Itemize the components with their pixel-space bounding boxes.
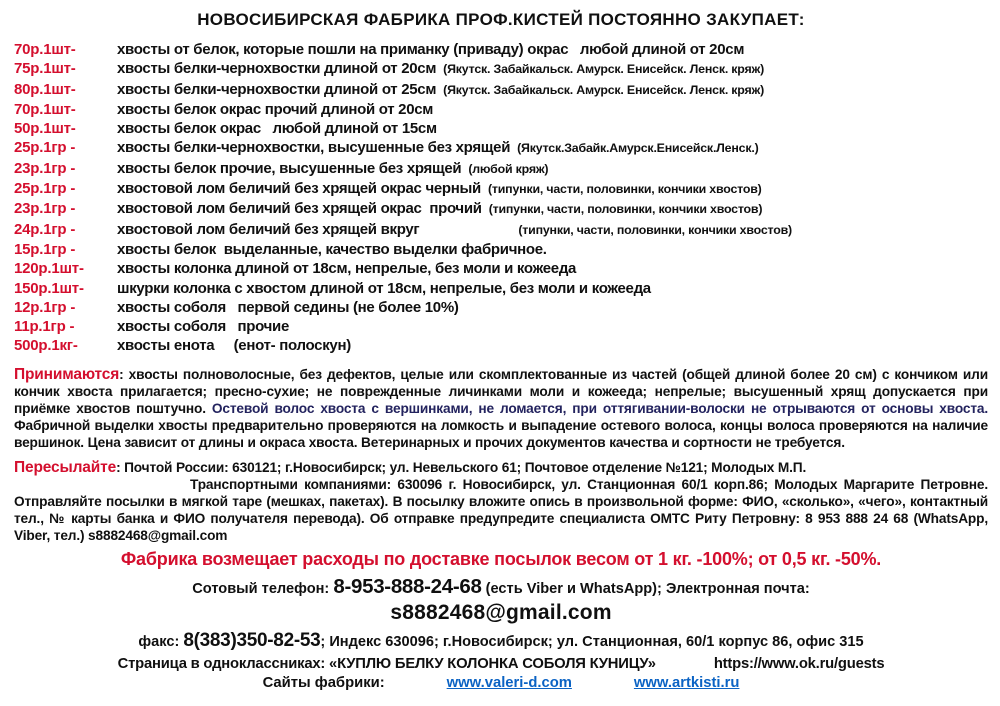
price-list-item: [14, 40, 988, 59]
price-list-item: [14, 259, 988, 278]
fax-line: [14, 630, 988, 652]
page-title: НОВОСИБИРСКАЯ ФАБРИКА ПРОФ.КИСТЕЙ ПОСТОЯННО ЗАКУПАЕТ:: [197, 10, 805, 29]
item-price: 120р.1шт-: [14, 260, 84, 278]
accepted-text-1: : хвосты полноволосные, без дефектов, целые или скомплектованные из частей (общей длиной более 20 см) с кончиком или кончик хвоста прилагается; пресно-сухие; не поврежденные личинками моли и кожееда; непрелые; высушенный хрящ допускается при приёмке хвостов поштучно.: [14, 366, 988, 416]
item-price: 75р.1шт-: [14, 60, 76, 78]
price-list-item: [14, 80, 988, 100]
item-price: 500р.1кг-: [14, 337, 78, 355]
mobile-phone-number: 8-953-888-24-68: [333, 574, 482, 598]
price-list-item: [14, 279, 988, 298]
price-list-item: [14, 336, 988, 355]
item-note: (типунки, части, половинки, кончики хвостов): [487, 182, 762, 197]
factory-sites-label: Сайты фабрики:: [262, 674, 385, 691]
odnoklassniki-line: [14, 656, 988, 672]
price-list-item: [14, 179, 988, 199]
shipping-paragraph-2: Транспортными компаниями: 630096 г. Новосибирск, ул. Станционная 60/1 корп.86; Молодых Маргарите Петровне. Отправляйте посылки в мягкой таре (мешках, пакетах). В посылку вложите опись в произвольной форме: ФИО, «сколько», «чего», контактный тел., № карты банка и ФИО получателя перевода). Об отправке предупредите специалиста ОМТС Риту Петровну: 8 953 888 24 68 (WhatsApp, Viber, тел.) s8882468@gmail.com: [14, 476, 988, 543]
item-description: хвосты енота (енот- полоскун): [117, 337, 351, 355]
item-description: хвостовой лом беличий без хрящей окрас черный: [117, 180, 481, 198]
item-price: 12р.1гр -: [14, 298, 76, 316]
price-list-item: [14, 59, 988, 79]
item-note: (Якутск. Забайкальск. Амурск. Енисейск. Ленск. кряж): [443, 82, 765, 97]
item-note: (Якутск. Забайкальск. Амурск. Енисейск. Ленск. кряж): [443, 62, 765, 77]
item-price: 50р.1шт-: [14, 120, 76, 138]
item-price: 150р.1шт-: [14, 279, 84, 297]
item-price: 25р.1гр -: [14, 139, 76, 157]
price-list-item: [14, 119, 988, 138]
price-list-item: [14, 240, 988, 259]
item-price: 70р.1шт-: [14, 41, 76, 58]
item-price: 11р.1гр -: [14, 318, 75, 336]
mobile-phone-label: Сотовый телефон:: [192, 580, 334, 597]
item-description: хвосты белок прочие, высушенные без хрящей: [117, 159, 462, 177]
fax-label: факс:: [138, 633, 184, 650]
item-price: 80р.1шт-: [14, 80, 76, 98]
shipping-post-address: : Почтой России: 630121; г.Новосибирск; ул. Невельского 61; Почтовое отделение №121; Молодых М.П.: [116, 459, 807, 475]
price-list-item: [14, 317, 988, 336]
price-list-item: [14, 220, 988, 240]
price-list-item: [14, 199, 988, 219]
item-description: хвосты белки-чернохвостки длиной от 20см: [117, 60, 437, 78]
item-note: (типунки, части, половинки, кончики хвостов): [488, 202, 763, 217]
accepted-label: Принимаются: [14, 365, 120, 383]
price-list-item: [14, 298, 988, 317]
price-list: [14, 40, 988, 356]
site-link-valeri-d[interactable]: www.valeri-d.com: [446, 674, 572, 691]
site-link-artkisti[interactable]: www.artkisti.ru: [633, 674, 740, 691]
item-description: хвосты соболя первой седины (не более 10%): [117, 298, 459, 316]
shipping-section: [14, 459, 988, 544]
item-price: 70р.1шт-: [14, 100, 76, 118]
item-note: (типунки, части, половинки, кончики хвостов): [518, 222, 792, 237]
item-description: хвосты белок выделанные, качество выделки фабричное.: [117, 240, 547, 258]
mobile-phone-suffix: (есть Viber и WhatsApp); Электронная почта:: [481, 580, 810, 597]
item-note: (Якутск.Забайк.Амурск.Енисейск.Ленск.): [517, 141, 759, 156]
item-price: 24р.1гр -: [14, 220, 76, 238]
item-price: 23р.1гр -: [14, 159, 76, 177]
shipping-label: Пересылайте: [14, 458, 117, 476]
item-price: 15р.1гр -: [14, 240, 76, 258]
item-description: хвосты белок окрас любой длиной от 15см: [117, 120, 437, 138]
email-address: s8882468@gmail.com: [390, 600, 612, 624]
odnoklassniki-url: https://www.ok.ru/guests: [713, 655, 885, 672]
mobile-phone-line: [14, 575, 988, 599]
item-description: хвосты колонка длиной от 18см, непрелые, без моли и кожееда: [117, 260, 577, 278]
price-list-item: [14, 159, 988, 179]
item-price: 23р.1гр -: [14, 200, 76, 218]
odnoklassniki-label: Страница в одноклассниках: «КУПЛЮ БЕЛКУ КОЛОНКА СОБОЛЯ КУНИЦУ»: [117, 655, 656, 672]
item-description: хвосты от белок, которые пошли на приманку (приваду) окрас любой длиной от 20см: [117, 41, 745, 58]
item-description: хвосты белок окрас прочий длиной от 20см: [117, 100, 434, 118]
item-description: шкурки колонка с хвостом длиной от 18см, непрелые, без моли и кожееда: [117, 279, 651, 297]
item-description: хвостовой лом беличий без хрящей окрас прочий: [117, 200, 482, 218]
item-price: 25р.1гр -: [14, 180, 76, 198]
factory-sites-line: [14, 675, 988, 691]
accepted-paragraph: [14, 366, 988, 451]
reimbursement-notice: Фабрика возмещает расходы по доставке посылок весом от 1 кг. -100%; от 0,5 кг. -50%.: [120, 548, 882, 569]
item-description: хвосты белки-чернохвостки длиной от 25см: [117, 80, 437, 98]
price-list-item: [14, 138, 988, 158]
fax-suffix: ; Индекс 630096; г.Новосибирск; ул. Станционная, 60/1 корпус 86, офис 315: [320, 633, 864, 650]
accepted-text-3: Фабричной выделки хвосты предварительно проверяются на ломкость и выпадение остевого волоса, концы волоса проверяются на наличие вершинок. Цена зависит от длины и окраса хвоста. Ветеринарных и прочих документов качества и сортности не требуется.: [14, 417, 988, 450]
shipping-line-1: [14, 459, 988, 476]
item-description: хвостовой лом беличий без хрящей вкруг: [117, 220, 420, 238]
item-note: (любой кряж): [468, 161, 549, 176]
price-list-item: [14, 100, 988, 119]
fax-number: 8(383)350-82-53: [183, 629, 321, 651]
item-description: хвосты белки-чернохвостки, высушенные без хрящей: [117, 139, 511, 157]
accepted-text-2: Остевой волос хвоста с вершинками, не ломается, при оттягивании-волоски не отрываются от основы хвоста.: [211, 400, 988, 416]
item-description: хвосты соболя прочие: [117, 318, 290, 336]
